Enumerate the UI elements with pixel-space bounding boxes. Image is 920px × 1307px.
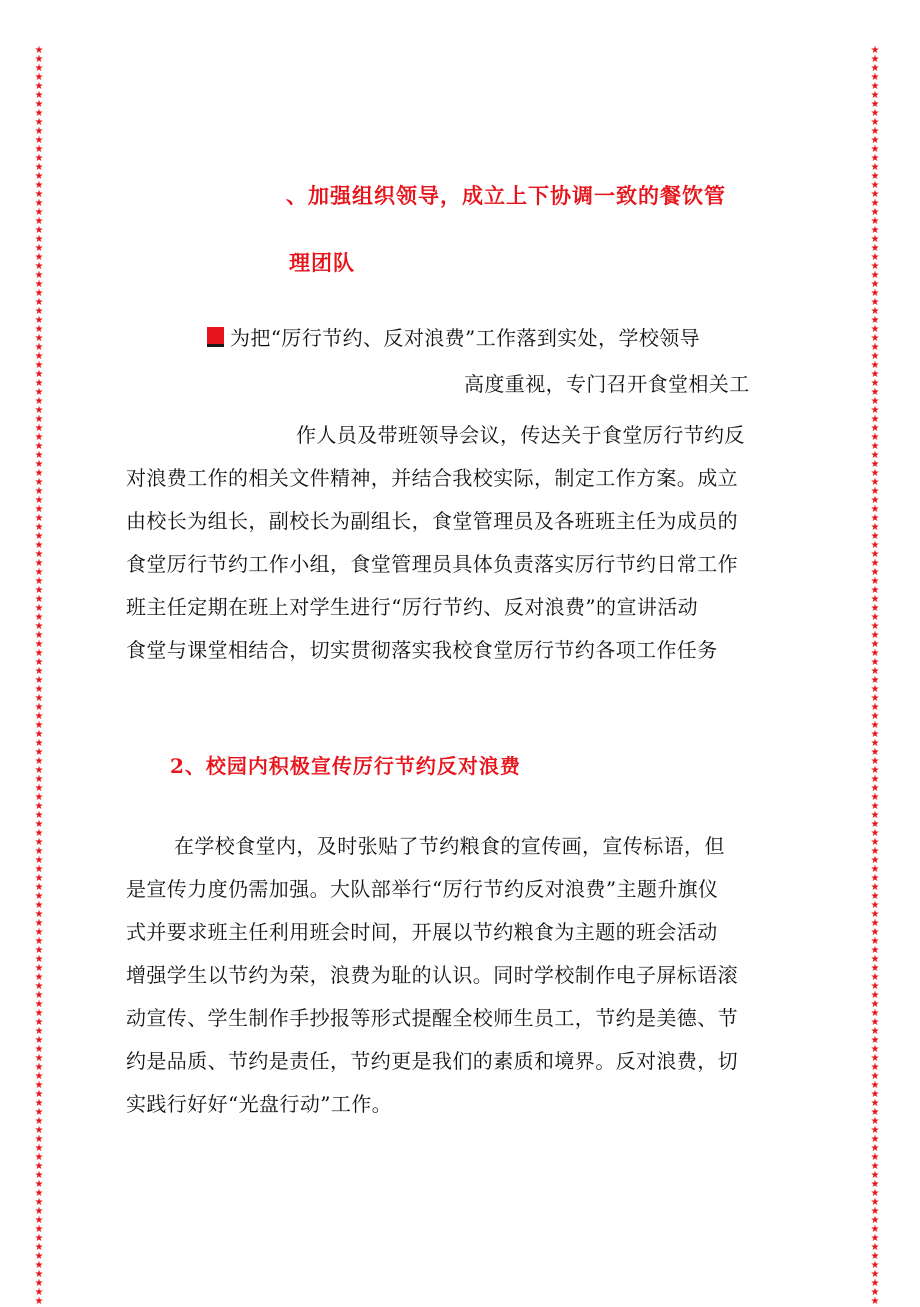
section1-line-4: 对浪费工作的相关文件精神，并结合我校实际，制定工作方案。成立 [126,466,738,490]
section2-line-2: 是宣传力度仍需加强。大队部举行“厉行节约反对浪费”主题升旗仪 [126,877,719,901]
section1-line-1 [207,324,700,352]
section1-heading-line2: 理团队 [289,250,355,275]
section2-line-1: 在学校食堂内，及时张贴了节约粮食的宣传画，宣传标语，但 [174,834,725,858]
star-border-right: ★★★★★★★★★★★★★★★★★★★★★★★★★★★★★★★★★★★★★★★★★★★★★★★★★★★★★★★★★★★★★★★★★★★★★★★★★★★★★★★★★★★★★★★★★★★★★★★★★★★★★★★★★★★★★★★★★★★★★★★★★★★★★★★★★★★★★★★★★★★★ [870,45,880,1307]
section2-line-4: 增强学生以节约为荣，浪费为耻的认识。同时学校制作电子屏标语滚 [126,963,738,987]
section2-line-6: 约是品质、节约是责任，节约更是我们的素质和境界。反对浪费，切 [126,1049,738,1073]
section1-heading-line1: 、加强组织领导，成立上下协调一致的餐饮管 [286,183,726,208]
section1-line-5: 由校长为组长，副校长为副组长，食堂管理员及各班班主任为成员的 [126,509,738,533]
red-square-bullet-icon [207,327,224,347]
section1-line-2: 高度重视，专门召开食堂相关工 [464,372,750,396]
section2-heading: 2、校园内积极宣传厉行节约反对浪费 [170,754,521,778]
star-border-left: ★★★★★★★★★★★★★★★★★★★★★★★★★★★★★★★★★★★★★★★★★★★★★★★★★★★★★★★★★★★★★★★★★★★★★★★★★★★★★★★★★★★★★★★★★★★★★★★★★★★★★★★★★★★★★★★★★★★★★★★★★★★★★★★★★★★★★★★★★★★★ [34,45,44,1307]
section1-line-6: 食堂厉行节约工作小组，食堂管理员具体负责落实厉行节约日常工作 [126,552,738,576]
section1-line-1-text: 为把“厉行节约、反对浪费”工作落到实处，学校领导 [230,326,701,350]
section2-line-7: 实践行好好“光盘行动”工作。 [126,1092,393,1116]
section1-line-3: 作人员及带班领导会议，传达关于食堂厉行节约反 [296,423,745,447]
section1-line-8: 食堂与课堂相结合，切实贯彻落实我校食堂厉行节约各项工作任务 [126,638,718,662]
section2-line-5: 动宣传、学生制作手抄报等形式提醒全校师生员工，节约是美德、节 [126,1006,738,1030]
section1-line-7: 班主任定期在班上对学生进行“厉行节约、反对浪费”的宣讲活动 [126,595,699,619]
section2-line-3: 式并要求班主任利用班会时间，开展以节约粮食为主题的班会活动 [126,920,718,944]
